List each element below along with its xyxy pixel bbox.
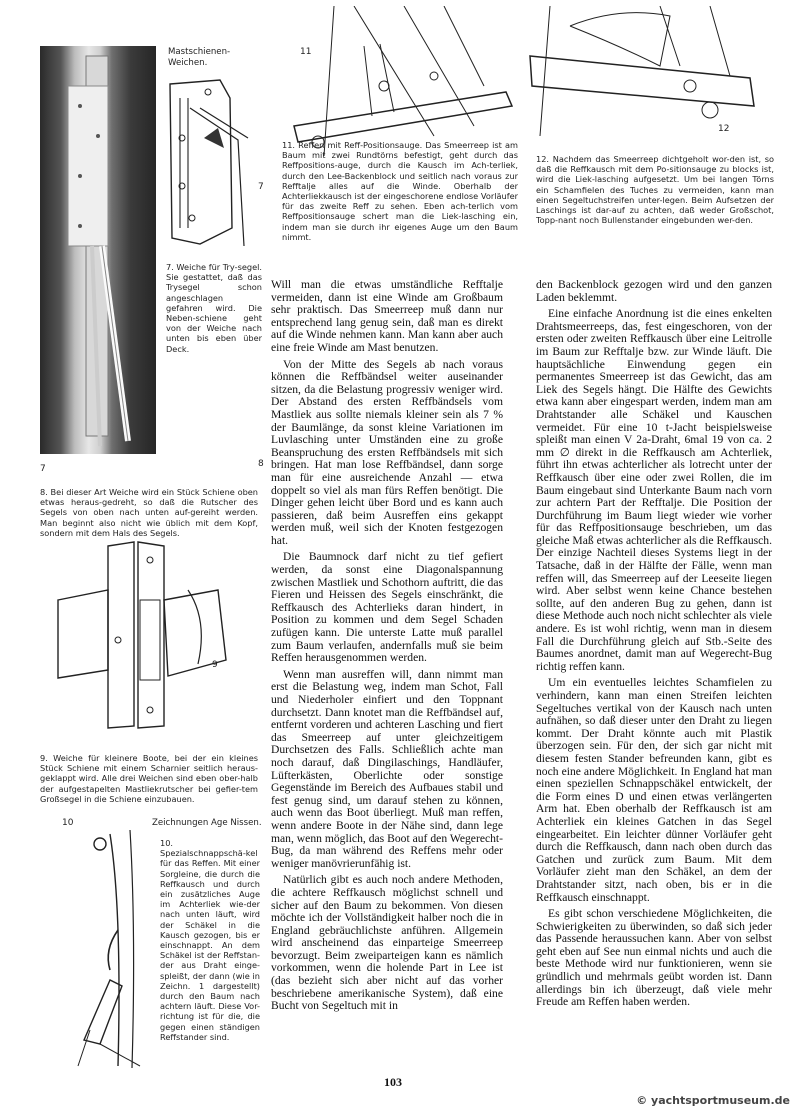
section-title-mast-track-switches: Mastschienen-Weichen.	[168, 47, 231, 68]
photo-detail-drawing	[40, 46, 156, 454]
figure-number-12: 12	[718, 124, 730, 134]
article-column-right	[536, 279, 772, 1013]
photo-mast-track-switch	[40, 46, 156, 454]
paragraph-6: den Backenblock gezogen wird und den ganzen Laden beklemmt.	[536, 278, 772, 304]
paragraph-7: Eine einfache Anordnung ist die eines enkelten Drahtsmeerreeps, das, fest eingeschoren, von der ersten oder zweiten Reffkausch über eine Leitrolle im Baum zur Refftalje bzw. zur Winde läuft. Die hauptsächliche Einwendung gegen ein permanentes Smeerreep ist das Gewicht, das am Liek des Segels hängt. Die Hälfte des Gewichts etwa kann aber eingespart werden, indem man am Drahtstander alle Schäkel und Kauschen vermeidet. Für eine 10 t-Jacht beispielsweise spleißt man einen V 2a-Draht, 6mal 19 von ca. 2 mm ∅ direkt in die Reffkausch am Achterliek, führt ihn etwas achterlicher als lotrecht unter der Reffkausch über eine oder zwei Rollen, die im Baum eingebaut sind Unterkante Baum nach vorn zur achtern Part der Refftalje. Die Position der Durchführung im Baum liegt wieder wie vorher für das Reffpositionsauge beschrieben, um das gleiche Maß etwas achterlicher als die Reffkausch. Der einzige Nachteil dieses Systems liegt in der Tatsache, daß in der Hälfte der Fälle, wenn man reffen will, das Smeerreep auf der Leeseite liegen wird. Aber selbst wenn keine Chance bestehen sollte, auf den anderen Bug zu gehen, dann ist diese Methode auch noch nicht schlechter als viele andere. Es ist wohl richtig, wenn man in diesem Fall die Durchführung gleich auf Stb.-Seite des Baumes anordnet, damit man auf Wegerecht-Bug richtig reffen kann.	[536, 307, 772, 673]
article-column-middle	[271, 279, 503, 1017]
caption-fig12: 12. Nachdem das Smeerreep dichtgeholt wor-den ist, so daß die Reffkausch mit dem Po-sitionsauge zu blocks ist, wird die Liek-lasching aufgesetzt. Um bei langen Törns ein Schamfielen des Tuches zu vermeiden, kann man einen Segeltuchstreifen unter-legen. Beim Aufsetzen der Laschings ist dar-auf zu achten, daß weder Großschot, Topp-nant noch Bullenstander eingebunden wer-den.	[536, 154, 774, 226]
figure-number-8: 8	[258, 459, 264, 469]
caption-fig8: 8. Bei dieser Art Weiche wird ein Stück Schiene oben etwas heraus-gedreht, so daß die Rutscher des Segels von oben nach unten auf-gereiht werden. Man beginnt also nicht wie üblich mit dem Kopf, sondern mit dem Hals des Segels.	[40, 487, 258, 538]
drawing-fig11-reef-position-eye	[284, 6, 520, 156]
drawing-fig12-lashing-set	[510, 6, 772, 146]
watermark: © yachtsportmuseum.de	[636, 1094, 790, 1107]
paragraph-5: Natürlich gibt es auch noch andere Methoden, die achtere Reffkausch möglichst schnell und sicher auf den Baum zu bekommen. Von diesen möchte ich der Vollständigkeit halber noch die in England gebräuchlichste anführen. Allgemein wird anscheinend das einparteige Smeerreep bevorzugt. Beim zweiparteigen kann es nämlich vorkommen, wenn die holende Part in Lee ist (das bezieht sich aber nicht auf das vorher beschriebene amerikanische System), daß eine Bucht von Segeltuch mit in	[271, 873, 503, 1013]
caption-fig7: 7. Weiche für Try-segel. Sie gestattet, daß das Trysegel schon angeschlagen gefahren wird. Die Neben-schiene geht von der Weiche nach unten bis eben über Deck.	[166, 262, 262, 354]
paragraph-9: Es gibt schon verschiedene Möglichkeiten, die Schwierigkeiten zu überwinden, so daß sich jeder das Passende heraussuchen kann. Aber von selbst geht eben auf See nun einmal nichts und auch die beste Methode wird nur funktionieren, wenn sie gründlich und mehrmals geübt worden ist. Dann allerdings bin ich überzeugt, daß viele mehr Freude am Reffen haben werden.	[536, 907, 772, 1009]
paragraph-8: Um ein eventuelles leichtes Schamfielen zu verhindern, kann man einen Streifen leichten Segeltuches vertikal von der Kausch nach unten aufnähen, so daß dieser unter den Draht zu liegen kommt. Der Draht könnte auch mit Plastik überzogen sein. Für den, der sich gar nicht mit diesem festen Stander befreunden kann, gibt es noch eine andere Möglichkeit. In England hat man einen speziellen Schnappschäkel entwickelt, der die Form eines D und einen etwas verlängerten Arm hat. Eben oberhalb der Reffkausch ist am Achterliek ein kleines Gatchen in das Segel eingearbeitet. Ein leichter dünner Vorläufer geht durch die Reffkausch, dann nach oben durch das Gatchen und zurück zum Baum. Mit dem Vorläufer zieht man den Schäkel, an dem der Drahtstander sitzt, nach oben, bis er in die Reffkausch einschnappt.	[536, 676, 772, 904]
drawings-credit: Zeichnungen Age Nissen.	[152, 818, 262, 828]
figure-number-9: 9	[212, 660, 218, 670]
paragraph-4: Wenn man ausreffen will, dann nimmt man erst die Belastung weg, indem man Schot, Fall und Niederholer einfiert und den Toppnant durchsetzt. Dann knotet man die Reffbändsel auf, entfernt vorderen und achteren Lasching und fiert das Smeerreep auf unter gleichzeitigem Durchsetzen des Falls. Schließlich achte man noch darauf, daß Dingilaschings, Handläufer, Lüfterkästen, Oberlichte oder sonstige Gegenstände im Bereich des Aufbaues stabil und fest genug sind, um darauf stehen zu können, auch wenn das Boot überliegt. Muß man reffen, wenn andere Boote in der Nähe sind, dann lege man, wenn möglich, das Boot auf den Wegerecht-Bug, da man während des Reffens mehr oder weniger manövrierunfähig ist.	[271, 667, 503, 870]
figure-number-10: 10	[62, 818, 74, 828]
drawing-fig7-switch	[160, 78, 256, 248]
caption-fig11: 11. Reffen mit Reff-Positionsauge. Das Smeerreep ist am Baum mit zwei Rundtörns befestigt, geht durch das Reffpositions-auge, durch die Kausch im Ach-terliek, durch den Lee-Backenblock und seitlich nach voraus zur Refftalje alles auf die Winde. Oberhalb der Achterliekkausch ist der eingeschorene endlose Vorläufer für das zweite Reff zu sehen. Eben ach-terlich vom Reffpositionsauge schert man die Liek-lasching ein, indem man sie durch ihr eigenes Auge um den Baum nimmt.	[282, 140, 518, 242]
caption-fig9: 9. Weiche für kleinere Boote, bei der ein kleines Stück Schiene mit einem Scharnier seitlich heraus-geklappt wird. Alle drei Weichen sind eben ober-halb der aufgestapelten Mastliekrutscher bei gefier-tem Großsegel in die Schiene einzubauen.	[40, 753, 258, 804]
paragraph-2: Von der Mitte des Segels ab nach voraus können die Reffbändsel weiter auseinander sitzen, da die Belastung progressiv weniger wird. Der Abstand des ersten Reffbändsels vom Mastliek aus sollte niemals kleiner sein als 7 % der Baumlänge, da sonst kleine Variationen im Luvlasching unter Umständen eine zu große Beanspruchung des ersten Reffbändsels mit sich bringen. Hat man lose Reffbändsel, dann sorge man für eine ausreichende Anzahl — etwa doppelt so viel als man fürs Reffen benötigt. Die Dinger gehen leicht über Bord und es kann auch passieren, daß beim Ausreffen eins gekappt werden muß, weil sich der Knoten festgezogen hat.	[271, 357, 503, 547]
figure-number-7: 7	[258, 182, 264, 192]
page-number: 103	[384, 1075, 402, 1089]
paragraph-1: Will man die etwas umständliche Refftalje vermeiden, dann ist eine Winde am Großbaum sehr praktisch. Das Smeerreep muß dann nur entsprechend lang genug sein, daß man es direkt auf die Winde nehmen kann. Man kann aber auch eine freie Winde am Mast benutzen.	[271, 278, 503, 354]
paragraph-3: Die Baumnock darf nicht zu tief gefiert werden, da sonst eine Diagonalspannung zwischen Mastliek und Schothorn auftritt, die das Fieren und Heissen des Segels einschränkt, die Reffkausch des Achterlieks daran hindert, in Position zu kommen und dem Segel Schaden zufügen kann. Die unterste Latte muß parallel zum Baum verlaufen, andernfalls muß sie beim Reffen herausgenommen werden.	[271, 550, 503, 665]
caption-fig10: 10. Spezialschnappschä-kel für das Reffen. Mit einer Sorgleine, die durch die Reffkausch und durch ein zusätzliches Auge im Achterliek wie-der nach unten läuft, wird der Schäkel in die Kausch gezogen, bis er einschnappt. An dem Schäkel ist der Reffstan-der aus Draht einge-spleißt, der dann (wie in Zeichn. 1 dargestellt) durch den Baum nach achtern läuft. Diese Vor-richtung ist für die, die gegen einen ständigen Reffstander sind.	[160, 838, 260, 1042]
figure-number-11: 11	[300, 47, 312, 57]
drawing-fig9-hinged-switch	[48, 540, 248, 730]
figure-number-7-photo: 7	[40, 464, 46, 474]
drawing-fig10-snap-shackle	[70, 830, 160, 1070]
